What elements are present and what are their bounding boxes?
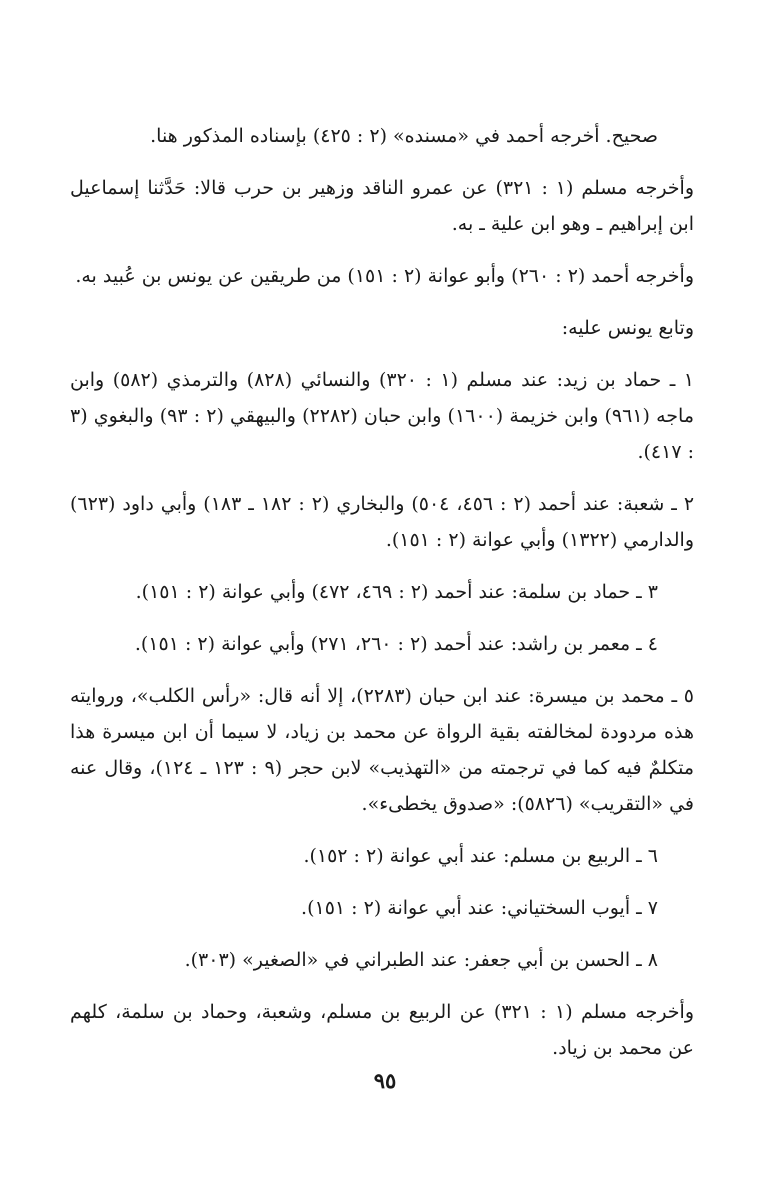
paragraph-followers-intro: وتابع يونس عليه: [561,317,694,339]
paragraph-muslim-source: وأخرجه مسلم (١ : ٣٢١) عن عمرو الناقد وزهير بن حرب قالا: حَدَّثنا إسماعيل ابن إبراهيم ـ وهو ابن علية ـ به. [70,177,694,235]
list-item-mamar-ibn-rashid: ٤ ـ معمر بن راشد: عند أحمد (٢ : ٢٦٠، ٢٧١) وأبي عوانة (٢ : ١٥١). [134,633,658,655]
list-item-hammad-ibn-salama: ٣ ـ حماد بن سلمة: عند أحمد (٢ : ٤٦٩، ٤٧٢) وأبي عوانة (٢ : ١٥١). [135,581,658,603]
list-item-rabi-ibn-muslim: ٦ ـ الربيع بن مسلم: عند أبي عوانة (٢ : ١٥٢). [303,845,658,867]
page-number: ٩٥ [373,1068,397,1093]
list-item-shuba: ٢ ـ شعبة: عند أحمد (٢ : ٤٥٦، ٥٠٤) والبخاري (٢ : ١٨٢ ـ ١٨٣) وأبي داود (٦٢٣) والدارمي (١٣٢٢) وأبي عوانة (٢ : ١٥١). [70,493,695,551]
list-item-muhammad-ibn-maysara: ٥ ـ محمد بن ميسرة: عند ابن حبان (٢٢٨٣)، إلا أنه قال: «رأس الكلب»، وروايته هذه مردودة لمخالفته بقية الرواة عن محمد بن زياد، لا سيما أن ابن ميسرة هذا متكلمٌ فيه كما في ترجمته من «التهذيب» لابن حجر (٩ : ١٢٣ ـ ١٢٤)، وقال عنه في «التقريب» (٥٨٢٦): «صدوق يخطىء». [70,685,694,815]
paragraph-verdict: صحيح. أخرجه أحمد في «مسنده» (٢ : ٤٢٥) بإسناده المذكور هنا. [150,125,658,147]
paragraph-muslim-summary: وأخرجه مسلم (١ : ٣٢١) عن الربيع بن مسلم، وشعبة، وحماد بن سلمة، كلهم عن محمد بن زياد. [70,1001,695,1059]
list-item-ayyub-sakhtiyani: ٧ ـ أيوب السختياني: عند أبي عوانة (٢ : ١٥١). [301,897,658,919]
page-body [70,118,700,1066]
paragraph-ahmad-source: وأخرجه أحمد (٢ : ٢٦٠) وأبو عوانة (٢ : ١٥١) من طريقين عن يونس بن عُبيد به. [75,265,694,287]
list-item-hammad-ibn-zayd: ١ ـ حماد بن زيد: عند مسلم (١ : ٣٢٠) والنسائي (٨٢٨) والترمذي (٥٨٢) وابن ماجه (٩٦١) وابن خزيمة (١٦٠٠) وابن حبان (٢٢٨٢) والبيهقي (٢ : ٩٣) والبغوي (٣ : ٤١٧). [70,369,694,463]
list-item-hasan-ibn-abi-jafar: ٨ ـ الحسن بن أبي جعفر: عند الطبراني في «الصغير» (٣٠٣). [184,949,658,971]
